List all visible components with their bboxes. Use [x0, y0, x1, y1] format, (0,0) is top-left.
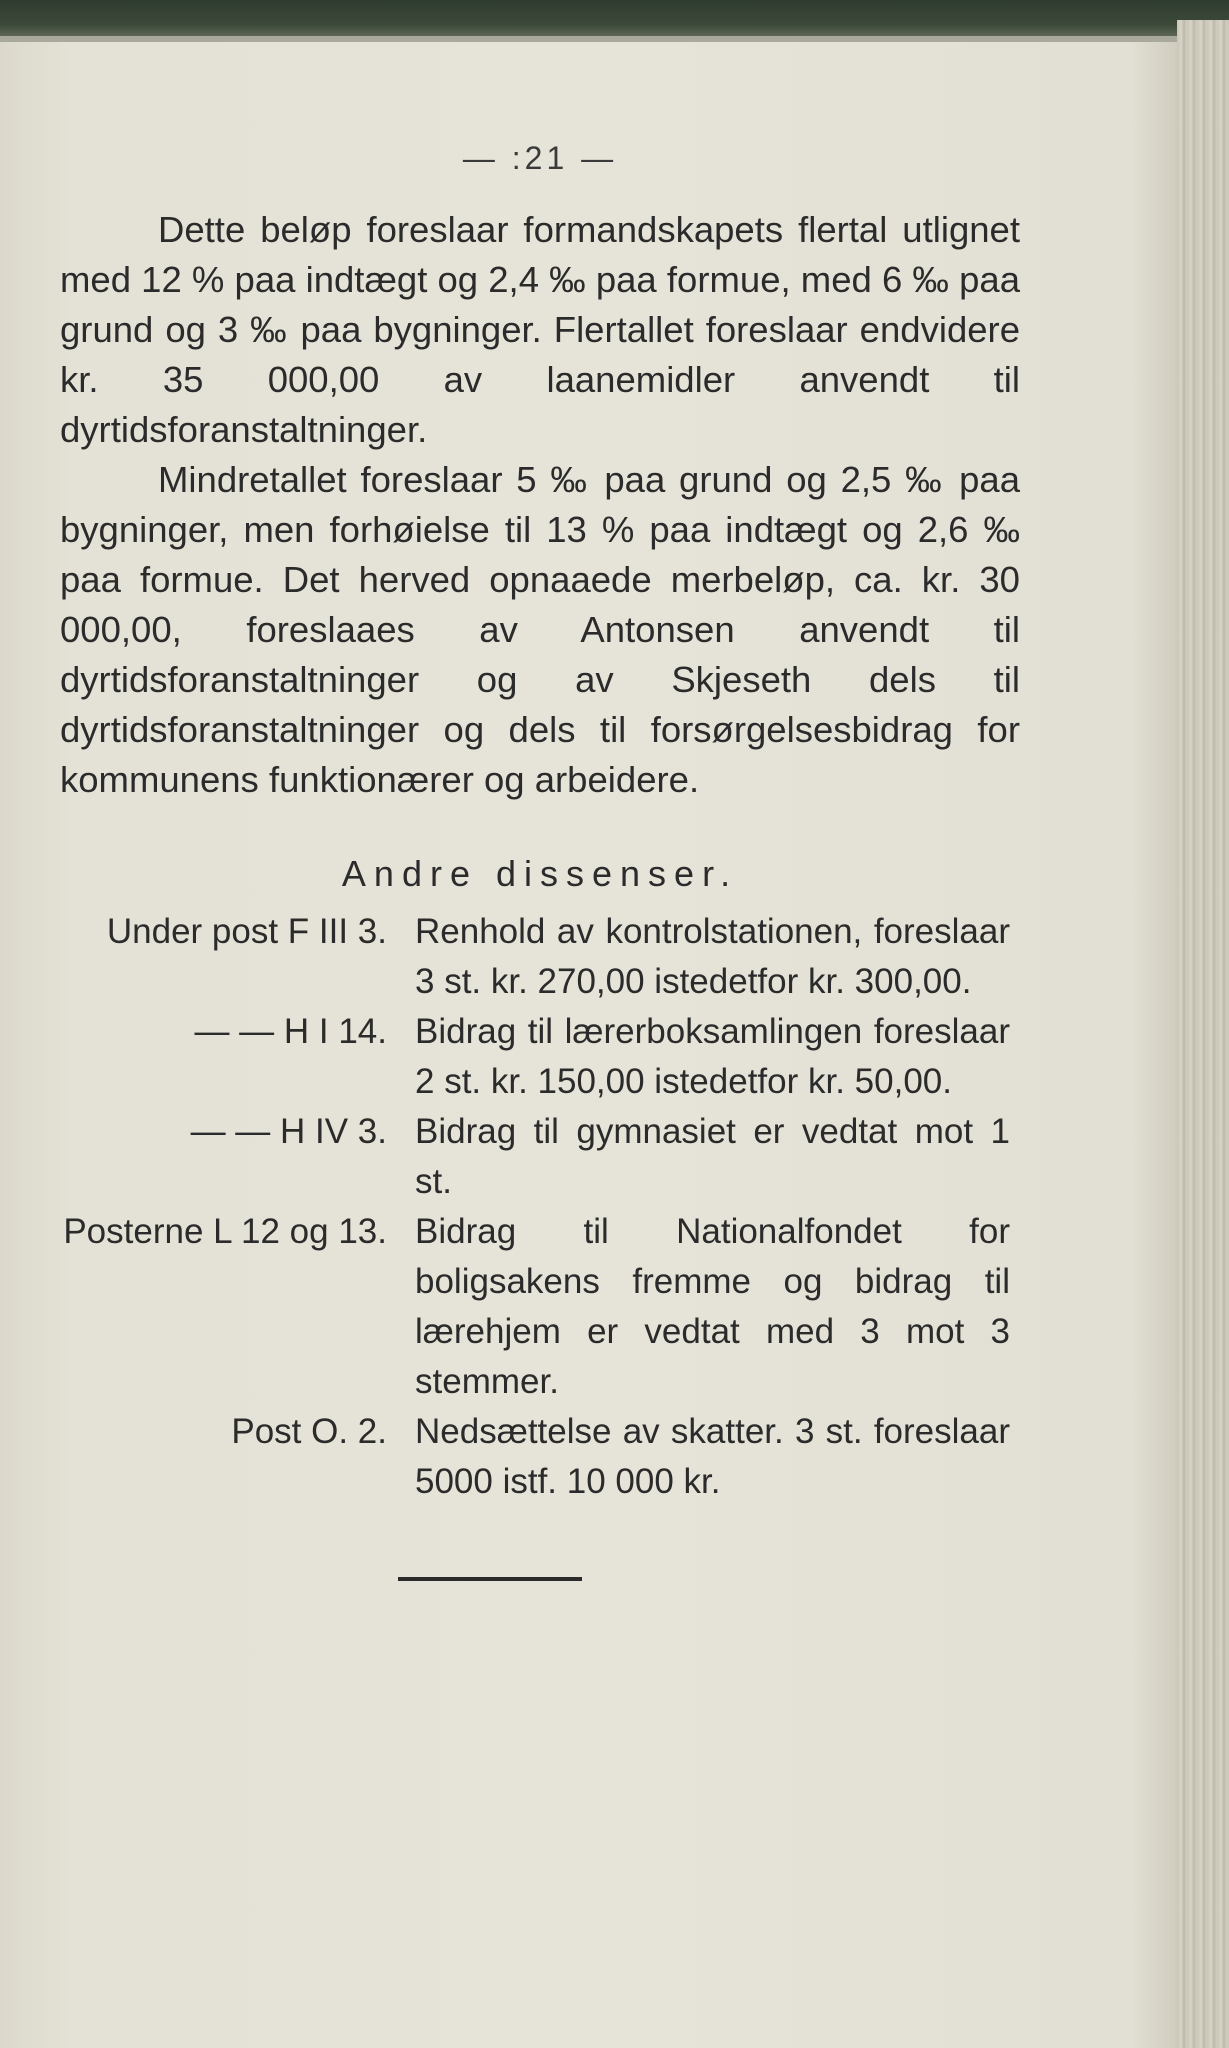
list-item [60, 1007, 1020, 1107]
entry-text: Renhold av kontrolstationen, foreslaar 3 st. kr. 270,00 istedetfor kr. 300,00. [415, 912, 1010, 1001]
entry-text: Nedsættelse av skatter. 3 st. foreslaar 5000 istf. 10 000 kr. [415, 1412, 1010, 1501]
section-heading: Andre dissenser. [341, 853, 739, 894]
closing-rule [398, 1577, 582, 1581]
list-item [60, 907, 1020, 1007]
entry-text: Bidrag til gymnasiet er vedtat mot 1 st. [415, 1112, 1010, 1201]
list-item [60, 1207, 1020, 1407]
entry-text: Bidrag til lærerboksamlingen foreslaar 2 st. kr. 150,00 istedetfor kr. 50,00. [415, 1012, 1010, 1101]
page-content [60, 130, 1020, 1581]
entry-label: — — H I 14. [194, 1012, 387, 1051]
paragraph-minority: Mindretallet foreslaar 5 ‰ paa grund og 2,5 ‰ paa bygninger, men forhøielse til 13 % paa indtægt og 2,6 ‰ paa formue. Det herved opnaaede merbeløp, ca. kr. 30 000,00, foreslaaes av Antonsen anvendt til dyrtidsforanstaltninger og av Skjeseth dels til dyrtidsforanstaltninger og dels til forsørgelsesbidrag for kommunens funktionærer og arbeidere. [60, 459, 1020, 800]
entry-label: Posterne L 12 og 13. [63, 1212, 387, 1251]
list-item [60, 1407, 1020, 1507]
entry-label: Under post F III 3. [106, 912, 387, 951]
book-spine [1177, 20, 1229, 2048]
dissent-list [60, 907, 1020, 1507]
paragraph-majority: Dette beløp foreslaar formandskapets flertal utlignet med 12 % paa indtægt og 2,4 ‰ paa formue, med 6 ‰ paa grund og 3 ‰ paa bygninger. Flertallet foreslaar endvidere kr. 35 000,00 av laanemidler anvendt til dyrtidsforanstaltninger. [60, 209, 1020, 450]
entry-label: Post O. 2. [231, 1412, 387, 1451]
page-number-header: — :21 — [462, 140, 618, 176]
list-item [60, 1107, 1020, 1207]
book-top-edge [0, 0, 1229, 42]
entry-label: — — H IV 3. [190, 1112, 387, 1151]
entry-text: Bidrag til Nationalfondet for boligsakens fremme og bidrag til lærehjem er vedtat med 3 mot 3 stemmer. [415, 1212, 1010, 1401]
